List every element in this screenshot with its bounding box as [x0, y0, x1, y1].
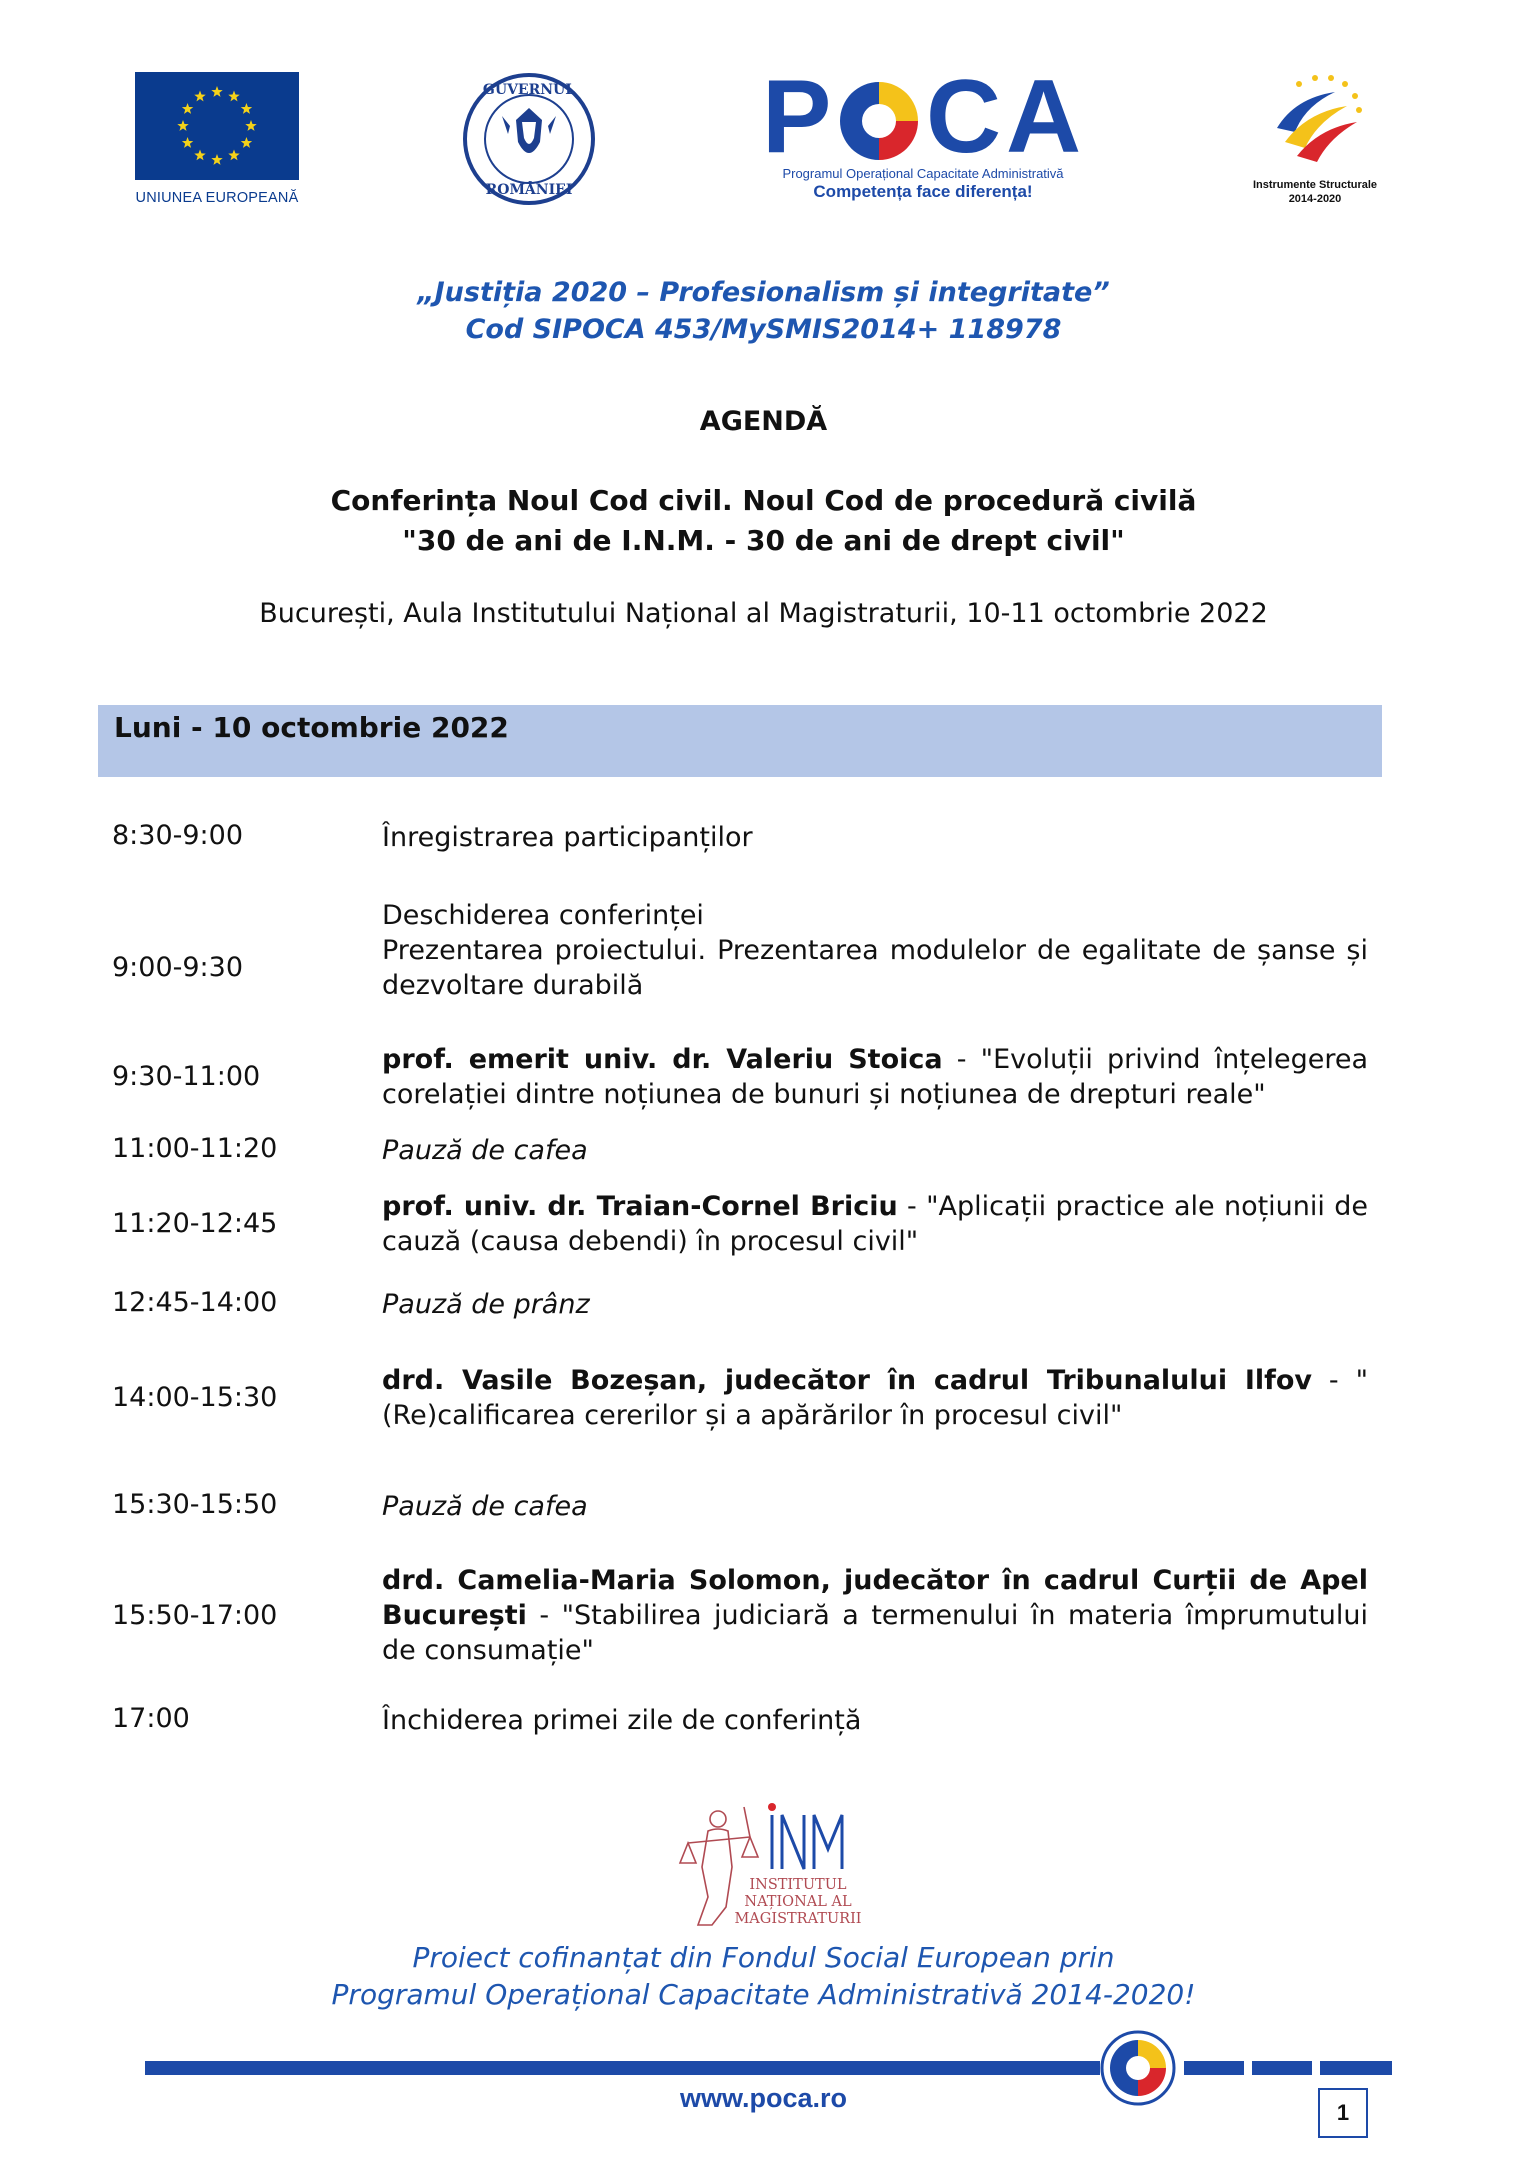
day-header	[98, 705, 1382, 777]
session-time: 15:30-15:50	[112, 1489, 278, 1520]
eu-star-icon	[182, 137, 193, 148]
is-caption: Instrumente Structurale 2014-2020	[1252, 179, 1378, 205]
eu-logo	[135, 72, 299, 208]
agenda-heading: AGENDĂ	[699, 406, 828, 437]
eu-star-icon	[241, 103, 252, 114]
poca-slogan: Competența face diferența!	[813, 182, 1033, 201]
project-code: Cod SIPOCA 453/MySMIS2014+ 118978	[465, 314, 1062, 345]
eu-star-icon	[241, 137, 252, 148]
eu-star-icon	[182, 103, 193, 114]
session-text	[382, 1189, 1368, 1259]
poca-subtitle: Programul Operațional Capacitate Administrativă	[782, 166, 1064, 181]
session-text: Închiderea primei zile de conferință	[382, 1705, 862, 1736]
project-title: „Justiția 2020 – Profesionalism și integritate”	[417, 277, 1110, 308]
session-time: 11:20-12:45	[112, 1208, 278, 1239]
cofinancing-note: Proiect cofinanțat din Fondul Social European prin	[412, 1941, 1115, 1974]
romanian-government-seal	[462, 72, 596, 206]
conference-title: Conferința Noul Cod civil. Noul Cod de procedură civilă	[330, 484, 1197, 517]
session-time: 15:50-17:00	[112, 1600, 278, 1631]
eu-star-icon	[228, 149, 239, 160]
session-time: 14:00-15:30	[112, 1382, 278, 1413]
event-location: București, Aula Institutului Național al Magistraturii, 10-11 octombrie 2022	[259, 598, 1268, 629]
eu-star-icon	[194, 149, 205, 160]
eu-star-icon	[211, 86, 222, 97]
inm-logo	[668, 1797, 878, 1937]
footer-bar-segment	[1184, 2061, 1244, 2075]
speaker-name: drd. Vasile Bozeșan, judecător în cadrul Tribunalului Ilfov	[382, 1365, 1313, 1396]
session-time: 9:30-11:00	[112, 1061, 261, 1092]
svg-text:ROMÂNIEI: ROMÂNIEI	[485, 182, 573, 198]
eu-star-icon	[211, 154, 222, 165]
instrumente-structurale-logo	[1240, 70, 1390, 206]
session-break: Pauză de prânz	[382, 1289, 590, 1320]
session-topic: - "(Re)calificarea cererilor și a apărărilor în procesul civil"	[382, 1365, 1368, 1431]
eu-star-icon	[177, 120, 188, 131]
session-text: Deschiderea conferinței Prezentarea proiectului. Prezentarea modulelor de egalitate de șanse și dezvoltare durabilă	[382, 900, 1368, 1001]
poca-letter-c: C	[926, 59, 1000, 175]
poca-o-emblem-icon	[836, 78, 922, 164]
page-number: 1	[1318, 2088, 1368, 2138]
poca-letter-a: A	[1006, 59, 1080, 175]
session-topic: - "Aplicații practice ale noțiunii de cauză (causa debendi) în procesul civil"	[382, 1191, 1368, 1257]
session-text: Înregistrarea participanților	[382, 822, 753, 853]
swirl-stars-icon	[1265, 70, 1365, 170]
session-topic: - "Stabilirea judiciară a termenului în materia împrumutului de consumație"	[382, 1600, 1368, 1666]
speaker-name: prof. emerit univ. dr. Valeriu Stoica	[382, 1044, 943, 1075]
session-text	[382, 1042, 1368, 1112]
session-text	[382, 1563, 1368, 1668]
eu-caption: UNIUNEA EUROPEANĂ	[135, 190, 299, 206]
speaker-name: drd. Camelia-Maria Solomon, judecător în cadrul Curții de Apel București	[382, 1565, 1368, 1631]
eu-star-icon	[194, 91, 205, 102]
session-time: 17:00	[112, 1703, 190, 1734]
session-topic: - "Evoluții privind înțelegerea corelației dintre noțiunea de bunuri și noțiunea de drepturi reale"	[382, 1044, 1368, 1110]
session-break: Pauză de cafea	[382, 1135, 588, 1166]
eu-stars-icon	[135, 72, 299, 180]
eu-star-icon	[245, 120, 256, 131]
footer-bar-segment	[1320, 2061, 1392, 2075]
speaker-name: prof. univ. dr. Traian-Cornel Briciu	[382, 1191, 898, 1222]
session-time: 11:00-11:20	[112, 1133, 278, 1164]
session-time: 8:30-9:00	[112, 820, 244, 851]
session-text	[382, 1363, 1368, 1433]
website-link[interactable]: www.poca.ro	[679, 2083, 848, 2113]
session-time: 12:45-14:00	[112, 1287, 278, 1318]
day-label: Luni - 10 octombrie 2022	[114, 711, 509, 744]
eu-star-icon	[228, 91, 239, 102]
footer-bar	[145, 2061, 1100, 2075]
session-break: Pauză de cafea	[382, 1491, 588, 1522]
footer-bar-segment	[1252, 2061, 1312, 2075]
cofinancing-program: Programul Operațional Capacitate Administrativă 2014-2020!	[331, 1978, 1196, 2011]
poca-letter-p: P	[762, 59, 830, 175]
conference-subtitle: "30 de ani de I.N.M. - 30 de ani de drept civil"	[402, 524, 1125, 557]
session-time: 9:00-9:30	[112, 952, 244, 983]
poca-logo	[758, 59, 1088, 204]
eu-flag	[135, 72, 299, 180]
svg-text:GUVERNUL: GUVERNUL	[482, 82, 576, 98]
inm-caption: INSTITUTUL NAȚIONAL AL MAGISTRATURII	[734, 1877, 862, 1927]
